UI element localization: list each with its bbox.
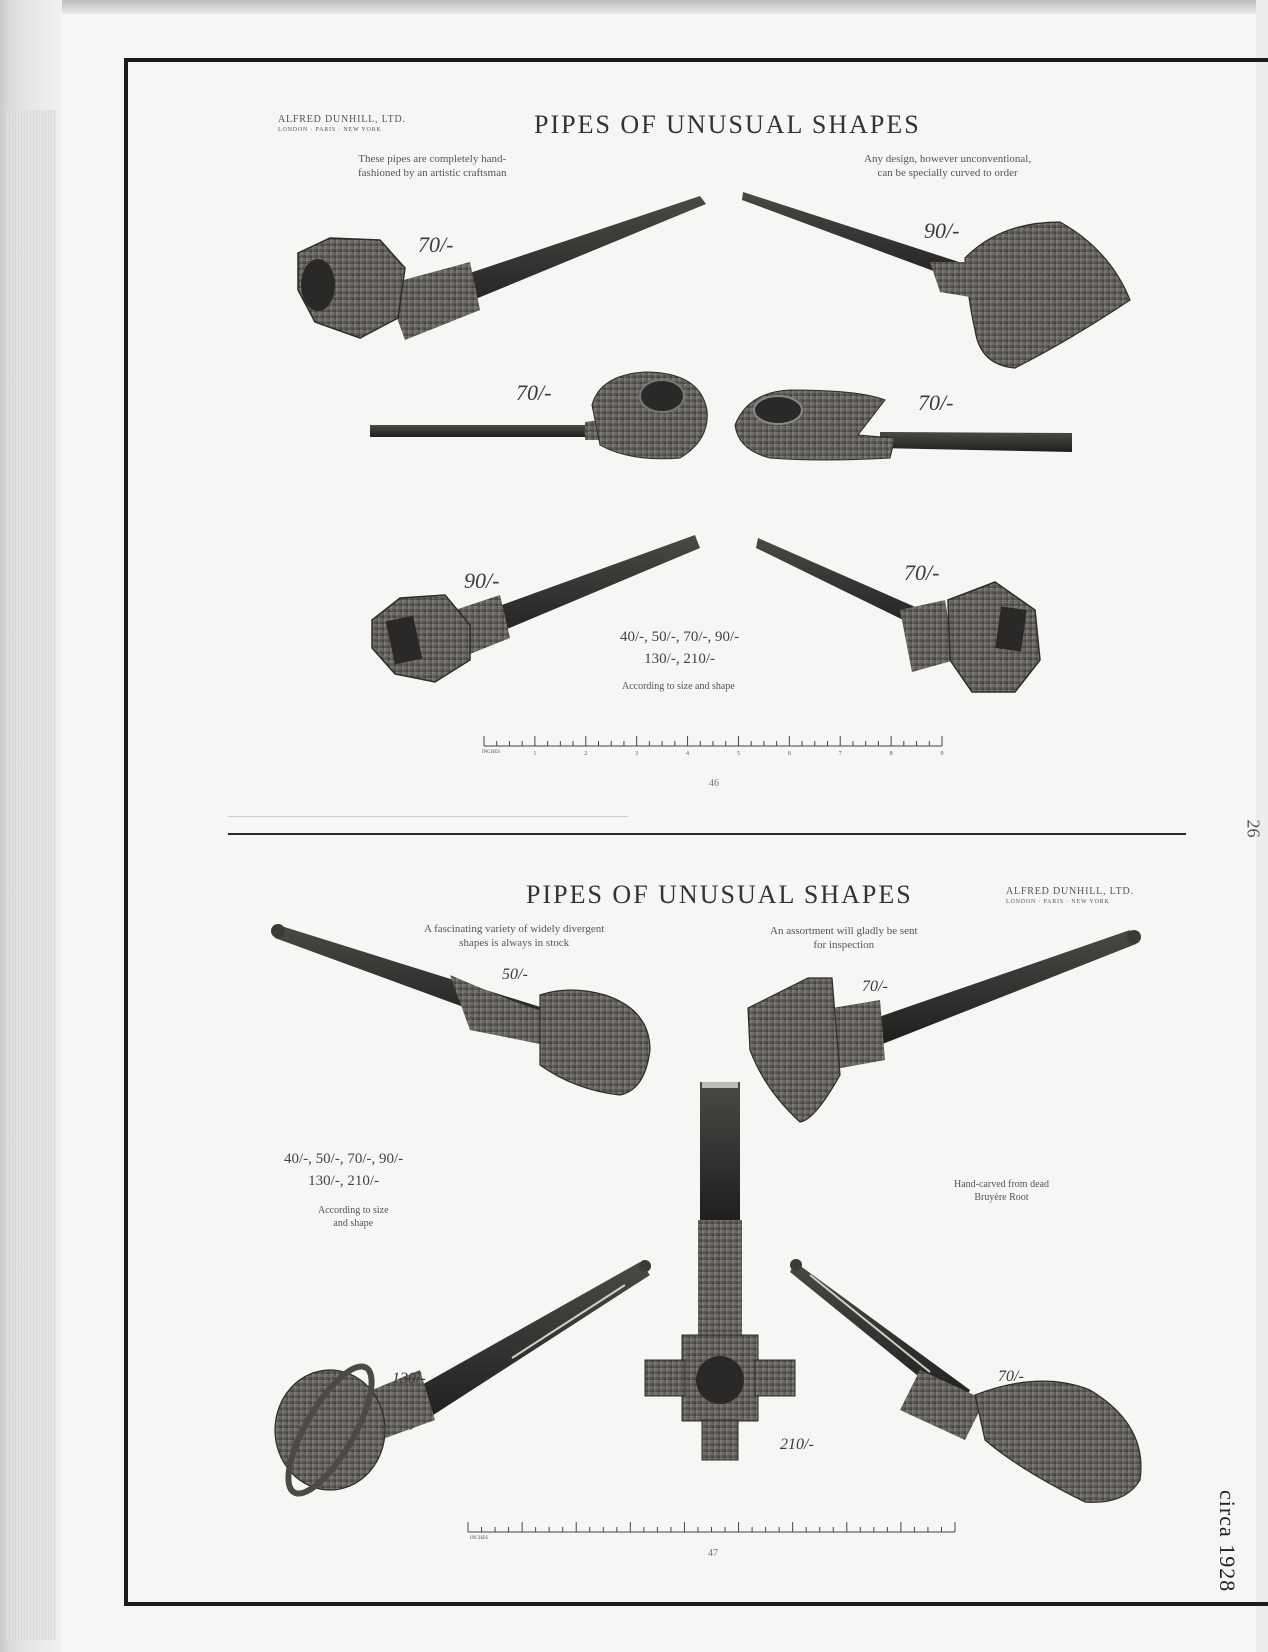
ruler-unit: INCHES	[470, 1536, 489, 1541]
ruler-ticks	[468, 1522, 955, 1532]
page-number: 47	[708, 1548, 718, 1559]
price-label: 90/-	[924, 218, 960, 243]
pipe-image	[735, 390, 1072, 460]
page-title: PIPES OF UNUSUAL SHAPES	[526, 880, 913, 909]
price-label: 70/-	[904, 560, 940, 585]
price-label: 70/-	[998, 1368, 1024, 1385]
spine-number: 26	[1243, 819, 1264, 838]
price-label: 70/-	[862, 978, 888, 995]
price-range: 40/-, 50/-, 70/-, 90/- 130/-, 210/-	[620, 629, 740, 667]
ruler-label: 7	[838, 751, 842, 757]
price-label: 70/-	[918, 390, 954, 415]
ruler-label: 8	[889, 751, 893, 757]
price-label: 130/-	[392, 1370, 426, 1387]
price-range: 40/-, 50/-, 70/-, 90/- 130/-, 210/-	[284, 1151, 404, 1189]
ruler-label: 2	[584, 751, 588, 757]
brand-mark: ALFRED DUNHILL, LTD. LONDON · PARIS · NEW YORK	[1006, 886, 1134, 905]
caption-left: These pipes are completely hand- fashioned by an artistic craftsman	[358, 153, 507, 179]
ruler-unit: INCHES	[482, 750, 501, 755]
pipe-image	[756, 538, 1040, 692]
pipe-image	[645, 1082, 795, 1460]
ruler-label: 9	[940, 751, 944, 757]
caption-right: An assortment will gladly be sent for inspection	[770, 925, 918, 951]
ruler-label: 6	[787, 751, 791, 757]
pipe-image	[298, 196, 706, 340]
ruler-label: 3	[635, 751, 639, 757]
price-label: 70/-	[516, 380, 552, 405]
price-label: 50/-	[502, 966, 528, 983]
pipe-image	[748, 930, 1141, 1122]
caption-left: A fascinating variety of widely divergent shapes is always in stock	[424, 923, 605, 949]
material-note: Hand-carved from dead Bruyère Root	[954, 1179, 1049, 1203]
price-label: 210/-	[780, 1436, 814, 1453]
ruler-label: 5	[736, 751, 740, 757]
brand-mark: ALFRED DUNHILL, LTD. LONDON · PARIS · NEW YORK	[278, 114, 406, 133]
price-label: 70/-	[418, 232, 454, 257]
pipe-image	[790, 1259, 1141, 1502]
spine-date: circa 1928	[1215, 1490, 1240, 1593]
page-number: 46	[709, 778, 719, 789]
ruler-label: 1	[533, 751, 537, 757]
page-title: PIPES OF UNUSUAL SHAPES	[534, 110, 921, 139]
ruler-label: 4	[686, 751, 690, 757]
size-note: According to size and shape	[318, 1205, 389, 1229]
pipe-image	[273, 1260, 651, 1504]
price-label: 90/-	[464, 568, 500, 593]
size-note: According to size and shape	[622, 681, 735, 692]
caption-right: Any design, however unconventional, can be specially curved to order	[864, 153, 1032, 179]
